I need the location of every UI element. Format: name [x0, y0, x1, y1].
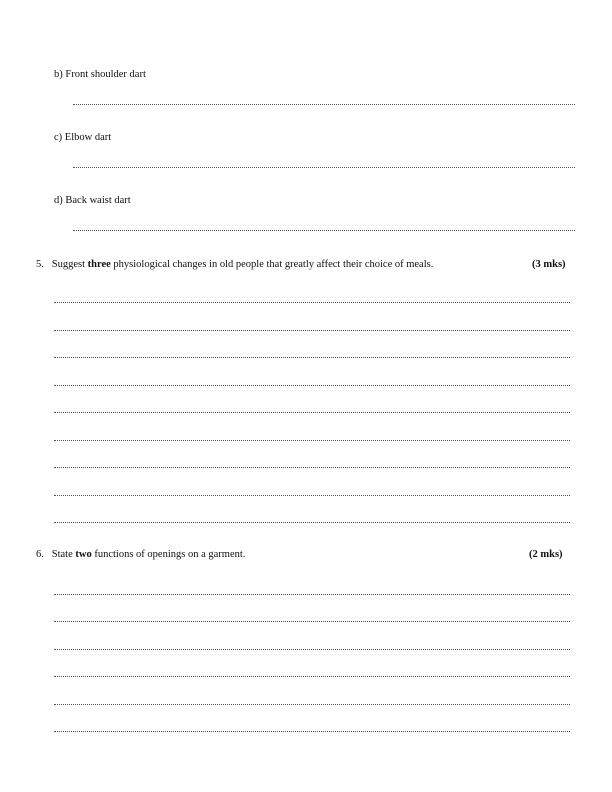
- answer-line[interactable]: [54, 302, 570, 303]
- answer-line[interactable]: [54, 676, 570, 677]
- question-text-before: State: [51, 549, 76, 560]
- answer-line[interactable]: [54, 467, 570, 468]
- sub-part-b-label: b) Front shoulder dart: [54, 69, 146, 80]
- answer-line[interactable]: [73, 167, 575, 168]
- answer-line[interactable]: [54, 330, 570, 331]
- answer-line[interactable]: [54, 621, 570, 622]
- answer-line[interactable]: [54, 522, 570, 523]
- answer-line[interactable]: [54, 649, 570, 650]
- answer-line[interactable]: [54, 412, 570, 413]
- question-5-marks: (3 mks): [532, 259, 566, 270]
- question-number: 6.: [36, 549, 44, 560]
- question-number: 5.: [36, 259, 44, 270]
- answer-line[interactable]: [73, 104, 575, 105]
- answer-line[interactable]: [54, 731, 570, 732]
- answer-line[interactable]: [54, 495, 570, 496]
- question-text-after: physiological changes in old people that greatly affect their choice of meals.: [110, 259, 434, 270]
- answer-line[interactable]: [54, 440, 570, 441]
- answer-line[interactable]: [54, 385, 570, 386]
- question-text-after: functions of openings on a garment.: [91, 549, 246, 560]
- answer-line[interactable]: [54, 357, 570, 358]
- question-emphasis: two: [75, 549, 92, 560]
- question-6-marks: (2 mks): [529, 549, 563, 560]
- sub-part-c-label: c) Elbow dart: [54, 132, 112, 143]
- sub-part-d-label: d) Back waist dart: [54, 195, 131, 206]
- answer-line[interactable]: [54, 594, 570, 595]
- question-text-before: Suggest: [51, 259, 88, 270]
- question-5: [36, 259, 433, 270]
- question-6: [36, 549, 245, 560]
- answer-line[interactable]: [73, 230, 575, 231]
- answer-line[interactable]: [54, 704, 570, 705]
- question-emphasis: three: [87, 259, 111, 270]
